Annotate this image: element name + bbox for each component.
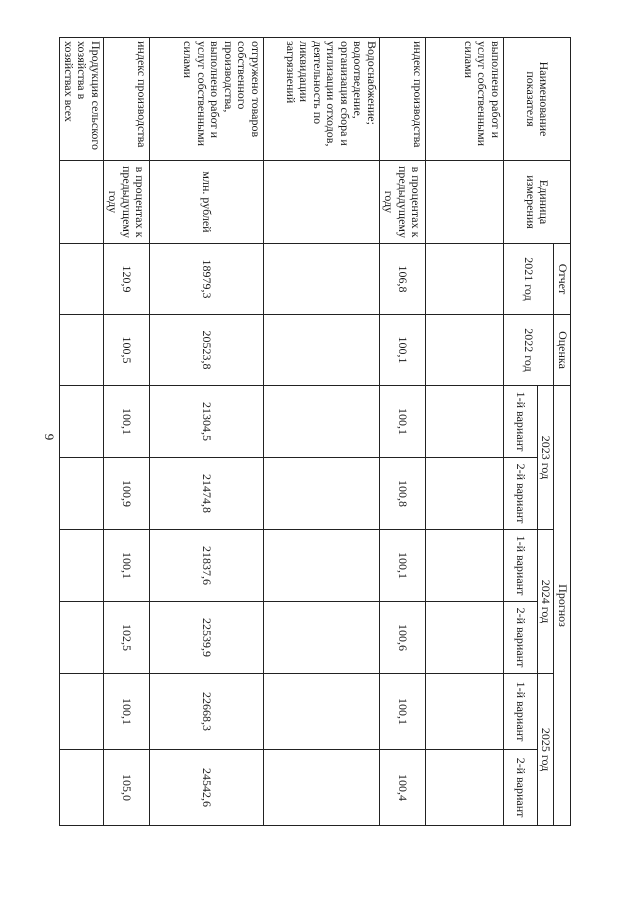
header-2023-variant-2: 2-й вариант <box>503 458 537 530</box>
cell-2024-v2 <box>425 602 503 674</box>
row-unit <box>263 161 379 244</box>
cell-2025-v2: 105,0 <box>103 750 149 826</box>
header-report: Отчет <box>554 244 571 315</box>
cell-2023-v2 <box>60 458 103 530</box>
cell-2022: 20523,8 <box>149 315 263 386</box>
header-year-2022: 2022 год <box>503 315 553 386</box>
cell-2024-v2: 100,6 <box>379 602 425 674</box>
row-unit <box>425 161 503 244</box>
cell-2022: 100,1 <box>379 315 425 386</box>
table-row <box>379 38 425 826</box>
cell-2022: 100,5 <box>103 315 149 386</box>
cell-2023-v2: 100,9 <box>103 458 149 530</box>
cell-2024-v1 <box>60 530 103 602</box>
header-year-2021: 2021 год <box>503 244 553 315</box>
cell-2022 <box>60 315 103 386</box>
header-forecast: Прогноз <box>554 386 571 826</box>
row-name: Продукция сельского хозяйства в хозяйствах всех <box>60 38 103 161</box>
cell-2023-v2: 100,8 <box>379 458 425 530</box>
cell-2024-v2: 22539,9 <box>149 602 263 674</box>
cell-2022 <box>425 315 503 386</box>
cell-2025-v2: 100,4 <box>379 750 425 826</box>
header-2025-variant-1: 1-й вариант <box>503 674 537 750</box>
cell-2021 <box>425 244 503 315</box>
cell-2024-v2 <box>60 602 103 674</box>
cell-2024-v2: 102,5 <box>103 602 149 674</box>
cell-2023-v1 <box>263 386 379 458</box>
cell-2021: 18979,3 <box>149 244 263 315</box>
cell-2024-v1: 21837,6 <box>149 530 263 602</box>
cell-2025-v1: 22668,3 <box>149 674 263 750</box>
header-2024-variant-1: 1-й вариант <box>503 530 537 602</box>
forecast-table <box>59 37 571 826</box>
table-row <box>425 38 503 826</box>
row-name: индекс производства <box>103 38 149 161</box>
cell-2025-v2 <box>263 750 379 826</box>
row-unit <box>60 161 103 244</box>
cell-2025-v2 <box>425 750 503 826</box>
header-year-2024: 2024 год <box>537 530 553 674</box>
cell-2025-v1 <box>60 674 103 750</box>
table-row <box>149 38 263 826</box>
cell-2023-v2 <box>263 458 379 530</box>
cell-2023-v1: 21304,5 <box>149 386 263 458</box>
header-2024-variant-2: 2-й вариант <box>503 602 537 674</box>
cell-2024-v2 <box>263 602 379 674</box>
cell-2024-v1: 100,1 <box>103 530 149 602</box>
cell-2023-v2 <box>425 458 503 530</box>
cell-2025-v1 <box>263 674 379 750</box>
cell-2023-v1 <box>425 386 503 458</box>
row-unit: в процентах к предыдущему году <box>379 161 425 244</box>
row-name: выполнено работ и услуг собственными силами <box>425 38 503 161</box>
cell-2024-v1 <box>425 530 503 602</box>
table-row <box>60 38 103 826</box>
table-row <box>103 38 149 826</box>
header-2023-variant-1: 1-й вариант <box>503 386 537 458</box>
cell-2023-v1: 100,1 <box>379 386 425 458</box>
cell-2025-v2: 24542,6 <box>149 750 263 826</box>
cell-2022 <box>263 315 379 386</box>
cell-2021: 120,9 <box>103 244 149 315</box>
cell-2021 <box>60 244 103 315</box>
row-name: индекс производства <box>379 38 425 161</box>
cell-2025-v1: 100,1 <box>379 674 425 750</box>
row-unit: в процентах к предыдущему году <box>103 161 149 244</box>
table-row <box>263 38 379 826</box>
forecast-table-container <box>61 37 571 825</box>
header-year-2023: 2023 год <box>537 386 553 530</box>
cell-2024-v1 <box>263 530 379 602</box>
cell-2023-v1 <box>60 386 103 458</box>
header-estimate: Оценка <box>554 315 571 386</box>
cell-2021 <box>263 244 379 315</box>
page-number: 9 <box>42 433 57 441</box>
cell-2024-v1: 100,1 <box>379 530 425 602</box>
cell-2025-v1: 100,1 <box>103 674 149 750</box>
row-name: отгружено товаров собственного производства, выполнено работ и услуг собственными силами <box>149 38 263 161</box>
row-name: Водоснабжение; водоотведение, организация сбора и утилизации отходов, деятельность по ликвидации загрязнений <box>263 38 379 161</box>
header-unit: Единица измерения <box>503 161 570 244</box>
cell-2023-v2: 21474,8 <box>149 458 263 530</box>
header-name: Наименование показателя <box>503 38 570 161</box>
cell-2025-v2 <box>60 750 103 826</box>
cell-2021: 106,8 <box>379 244 425 315</box>
header-2025-variant-2: 2-й вариант <box>503 750 537 826</box>
header-row-groups <box>554 38 571 826</box>
row-unit: млн. рублей <box>149 161 263 244</box>
cell-2023-v1: 100,1 <box>103 386 149 458</box>
cell-2025-v1 <box>425 674 503 750</box>
header-year-2025: 2025 год <box>537 674 553 826</box>
